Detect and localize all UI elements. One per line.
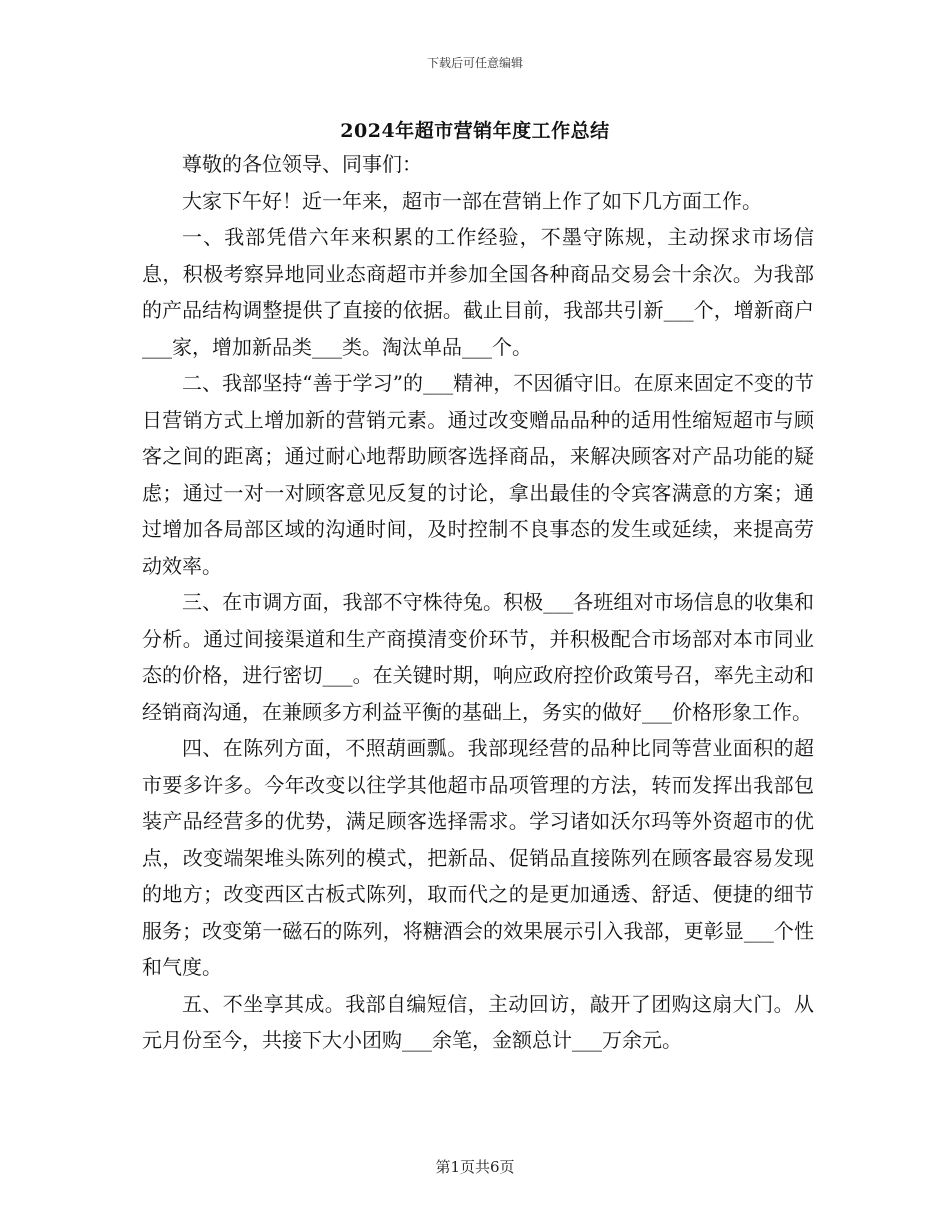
- paragraph-greeting: 大家下午好！近一年来，超市一部在营销上作了如下几方面工作。: [182, 188, 762, 213]
- document-body: [142, 146, 814, 1059]
- paragraph-salutation: 尊敬的各位领导、同事们：: [182, 152, 422, 176]
- paragraph-section-3: 三、在市调方面，我部不守株待兔。积极___各班组对市场信息的收集和分析。通过间接渠道和生产商摸清变价环节，并积极配合市场部对本市同业态的价格，进行密切___。在关键时期，响应政府控价政策号召，率先主动和经销商沟通，在兼顾多方利益平衡的基础上，务实的做好___价格形象工作。: [142, 590, 814, 724]
- paragraph-section-1: 一、我部凭借六年来积累的工作经验，不墨守陈规，主动探求市场信息，积极考察异地同业态商超市并参加全国各种商品交易会十余次。为我部的产品结构调整提供了直接的依据。截止目前，我部共引新___个，增新商户___家，增加新品类___类。淘汰单品___个。: [142, 225, 814, 359]
- paragraph-section-5: 五、不坐享其成。我部自编短信，主动回访，敲开了团购这扇大门。从元月份至今，共接下大小团购___余笔，金额总计___万余元。: [142, 991, 814, 1052]
- paragraph-section-4: 四、在陈列方面，不照葫画瓢。我部现经营的品种比同等营业面积的超市要多许多。今年改变以往学其他超市品项管理的方法，转而发挥出我部包装产品经营多的优势，满足顾客选择需求。学习诸如沃尔玛等外资超市的优点，改变端架堆头陈列的模式，把新品、促销品直接陈列在顾客最容易发现的地方；改变西区古板式陈列，取而代之的是更加通透、舒适、便捷的细节服务；改变第一磁石的陈列，将糖酒会的效果展示引入我部，更彰显___个性和气度。: [142, 736, 814, 979]
- paragraph-section-2: 二、我部坚持“善于学习”的___精神，不因循守旧。在原来固定不变的节日营销方式上增加新的营销元素。通过改变赠品品种的适用性缩短超市与顾客之间的距离；通过耐心地帮助顾客选择商品，来解决顾客对产品功能的疑虑；通过一对一对顾客意见反复的讨论，拿出最佳的令宾客满意的方案；通过增加各局部区域的沟通时间，及时控制不良事态的发生或延续，来提高劳动效率。: [142, 371, 814, 578]
- header-note: 下载后可任意编辑: [426, 56, 523, 70]
- document-title: 2024年超市营销年度工作总结: [340, 120, 610, 142]
- page-number: 第1页共6页: [435, 1158, 515, 1176]
